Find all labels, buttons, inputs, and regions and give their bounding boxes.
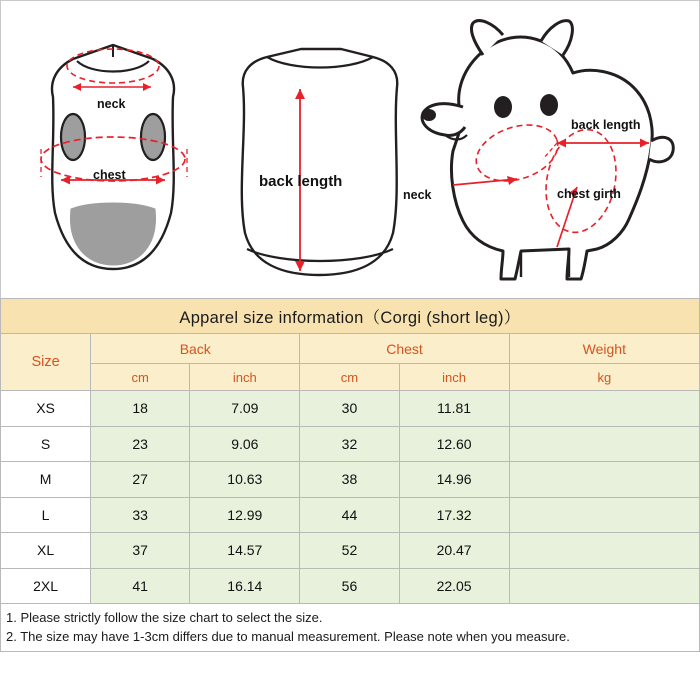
header-chest-inch: inch (399, 364, 509, 391)
size-information-table (0, 298, 700, 604)
header-back-cm: cm (91, 364, 190, 391)
cell-back-inch: 14.57 (190, 533, 300, 569)
cell-back-inch: 16.14 (190, 568, 300, 604)
cell-back-inch: 10.63 (190, 462, 300, 498)
cell-back-inch: 9.06 (190, 426, 300, 462)
header-back-inch: inch (190, 364, 300, 391)
table-title: Apparel size information（Corgi (short leg)） (1, 299, 700, 334)
cell-back-cm: 33 (91, 497, 190, 533)
cell-chest-inch: 12.60 (399, 426, 509, 462)
cell-back-cm: 23 (91, 426, 190, 462)
cell-size: XL (1, 533, 91, 569)
diagram-panel (0, 0, 700, 298)
header-chest: Chest (300, 334, 509, 364)
header-back: Back (91, 334, 300, 364)
table-row (1, 497, 700, 533)
header-weight-kg: kg (509, 364, 699, 391)
cell-chest-cm: 52 (300, 533, 399, 569)
header-size: Size (1, 334, 91, 391)
cell-chest-cm: 32 (300, 426, 399, 462)
cell-weight (509, 462, 699, 498)
cell-weight (509, 533, 699, 569)
label-shirt-neck: neck (97, 97, 126, 111)
table-title-row (1, 299, 700, 334)
footer-space (0, 652, 700, 696)
label-shirt-back-length: back length (259, 173, 343, 190)
cell-back-inch: 7.09 (190, 391, 300, 427)
table-unit-header-row (1, 364, 700, 391)
shirt-back-illustration (242, 49, 397, 275)
shirt-front-illustration (41, 45, 187, 269)
cell-chest-inch: 17.32 (399, 497, 509, 533)
cell-back-cm: 37 (91, 533, 190, 569)
label-dog-chest-girth: chest girth (557, 187, 621, 201)
cell-weight (509, 391, 699, 427)
dog-illustration (422, 21, 673, 279)
cell-weight (509, 568, 699, 604)
label-dog-neck: neck (403, 188, 432, 202)
cell-size: 2XL (1, 568, 91, 604)
cell-back-cm: 27 (91, 462, 190, 498)
cell-chest-cm: 30 (300, 391, 399, 427)
cell-back-cm: 18 (91, 391, 190, 427)
label-dog-back-length: back length (571, 118, 641, 132)
table-row (1, 533, 700, 569)
cell-back-inch: 12.99 (190, 497, 300, 533)
table-row (1, 568, 700, 604)
notes-panel (0, 604, 700, 652)
cell-weight (509, 426, 699, 462)
header-weight: Weight (509, 334, 699, 364)
note-line-1: 1. Please strictly follow the size chart to select the size. (6, 610, 323, 625)
cell-chest-inch: 11.81 (399, 391, 509, 427)
cell-chest-inch: 22.05 (399, 568, 509, 604)
header-chest-cm: cm (300, 364, 399, 391)
table-row (1, 391, 700, 427)
cell-chest-inch: 14.96 (399, 462, 509, 498)
cell-chest-cm: 38 (300, 462, 399, 498)
table-row (1, 462, 700, 498)
cell-size: M (1, 462, 91, 498)
label-shirt-chest: chest (93, 168, 126, 182)
cell-back-cm: 41 (91, 568, 190, 604)
table-row (1, 426, 700, 462)
cell-size: S (1, 426, 91, 462)
cell-chest-inch: 20.47 (399, 533, 509, 569)
cell-chest-cm: 44 (300, 497, 399, 533)
diagram-svg (1, 1, 699, 297)
cell-chest-cm: 56 (300, 568, 399, 604)
cell-weight (509, 497, 699, 533)
cell-size: XS (1, 391, 91, 427)
cell-size: L (1, 497, 91, 533)
note-line-2: 2. The size may have 1-3cm differs due to manual measurement. Please note when you measure. (6, 629, 570, 644)
table-group-header-row (1, 334, 700, 364)
